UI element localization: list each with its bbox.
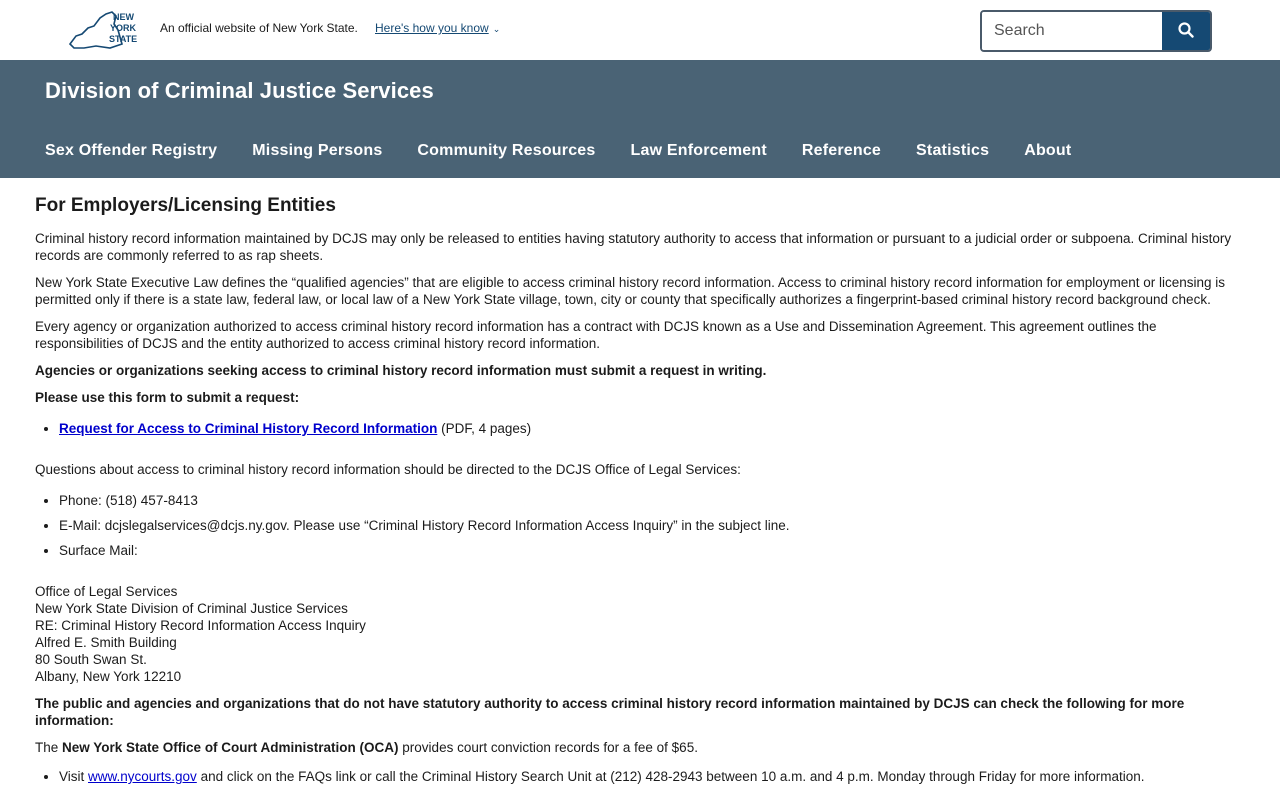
visit-post: and click on the FAQs link or call the Criminal History Search Unit at (212) 428-2943 between 10 a.m. and 4 p.m. Monday through Friday for more information.	[196, 769, 1145, 784]
list-item	[59, 420, 1245, 437]
address-line: RE: Criminal History Record Information Access Inquiry	[35, 618, 366, 633]
oca-list	[35, 768, 1245, 785]
how-link-label: Here's how you know	[375, 21, 489, 35]
address-line: Alfred E. Smith Building	[35, 635, 177, 650]
request-access-form-link[interactable]: Request for Access to Criminal History Record Information	[59, 421, 438, 436]
agency-header	[0, 60, 1280, 178]
nav-sex-offender-registry[interactable]: Sex Offender Registry	[45, 142, 218, 159]
heres-how-you-know-link[interactable]	[375, 21, 500, 35]
form-list	[35, 420, 1245, 437]
address-line: Albany, New York 12210	[35, 669, 182, 684]
search-icon	[1178, 22, 1194, 38]
executive-law-paragraph: New York State Executive Law defines the “qualified agencies” that are eligible to access criminal history record information. Access to criminal history record information for employment or licensing is permitted only if there is a state law, federal law, or local law of a New York State village, town, city or county that specifically authorizes a fingerprint-based criminal history record background check.	[35, 275, 1226, 307]
svg-text:NEW: NEW	[113, 12, 134, 22]
agreement-paragraph: Every agency or organization authorized to access criminal history record information has a contract with DCJS known as a Use and Dissemination Agreement. This agreement outlines the responsibilities of DCJS and the entity authorized to access criminal history record information.	[35, 319, 1157, 351]
form-instruction: Please use this form to submit a request:	[35, 390, 300, 405]
official-website-text: An official website of New York State.	[160, 21, 358, 35]
contact-email: • E-Mail: dcjslegalservices@dcjs.ny.gov. Please use “Criminal History Record Information Access Inquiry” in the subject line.	[59, 517, 1245, 534]
main-content	[0, 178, 1280, 785]
address-line: Office of Legal Services	[35, 584, 178, 599]
page-title: For Employers/Licensing Entities	[35, 195, 336, 216]
nav-reference[interactable]: Reference	[801, 142, 882, 159]
nav-about[interactable]: About	[1024, 142, 1072, 159]
nav-missing-persons[interactable]: Missing Persons	[252, 142, 383, 159]
document-meta: (PDF, 4 pages)	[441, 421, 532, 436]
oca-paragraph	[35, 739, 1245, 756]
nav-statistics[interactable]: Statistics	[916, 142, 990, 159]
visit-pre: Visit	[59, 769, 89, 784]
nys-logo[interactable]	[66, 8, 142, 52]
search-button[interactable]	[1162, 12, 1210, 50]
search-input[interactable]	[982, 12, 1162, 50]
intro-paragraph: Criminal history record information maintained by DCJS may only be released to entities having statutory authority to access that information or pursuant to a judicial order or subpoena. Criminal history records are commonly referred to as rap sheets.	[35, 231, 1232, 263]
public-note: The public and agencies and organizations that do not have statutory authority to access criminal history record information maintained by DCJS can check the following for more information:	[35, 696, 1185, 728]
chevron-down-icon: ⌄	[492, 24, 501, 34]
svg-text:YORK: YORK	[110, 23, 137, 33]
address-line: New York State Division of Criminal Justice Services	[35, 601, 348, 616]
list-item	[59, 768, 1245, 785]
nav-law-enforcement[interactable]: Law Enforcement	[630, 142, 767, 159]
svg-text:STATE: STATE	[109, 34, 138, 44]
oca-name: New York State Office of Court Administration (OCA)	[62, 740, 399, 755]
written-request-notice: Agencies or organizations seeking access to criminal history record information must submit a request in writing.	[35, 363, 767, 378]
oca-pre: The	[35, 740, 63, 755]
agency-title[interactable]: Division of Criminal Justice Services	[45, 78, 434, 103]
oca-post: provides court conviction records for a fee of $65.	[398, 740, 698, 755]
questions-paragraph: Questions about access to criminal history record information should be directed to the DCJS Office of Legal Services:	[35, 462, 741, 477]
contact-surface-mail: • Surface Mail:	[59, 542, 1245, 559]
mailing-address	[35, 583, 1245, 685]
contact-phone: • Phone: (518) 457-8413	[59, 492, 1245, 509]
address-line: 80 South Swan St.	[35, 652, 147, 667]
main-nav	[45, 142, 1106, 160]
contact-list	[35, 492, 1245, 559]
nycourts-link[interactable]: www.nycourts.gov	[88, 769, 197, 784]
search-box	[980, 10, 1212, 52]
official-banner	[0, 0, 1280, 60]
nav-community-resources[interactable]: Community Resources	[417, 142, 596, 159]
